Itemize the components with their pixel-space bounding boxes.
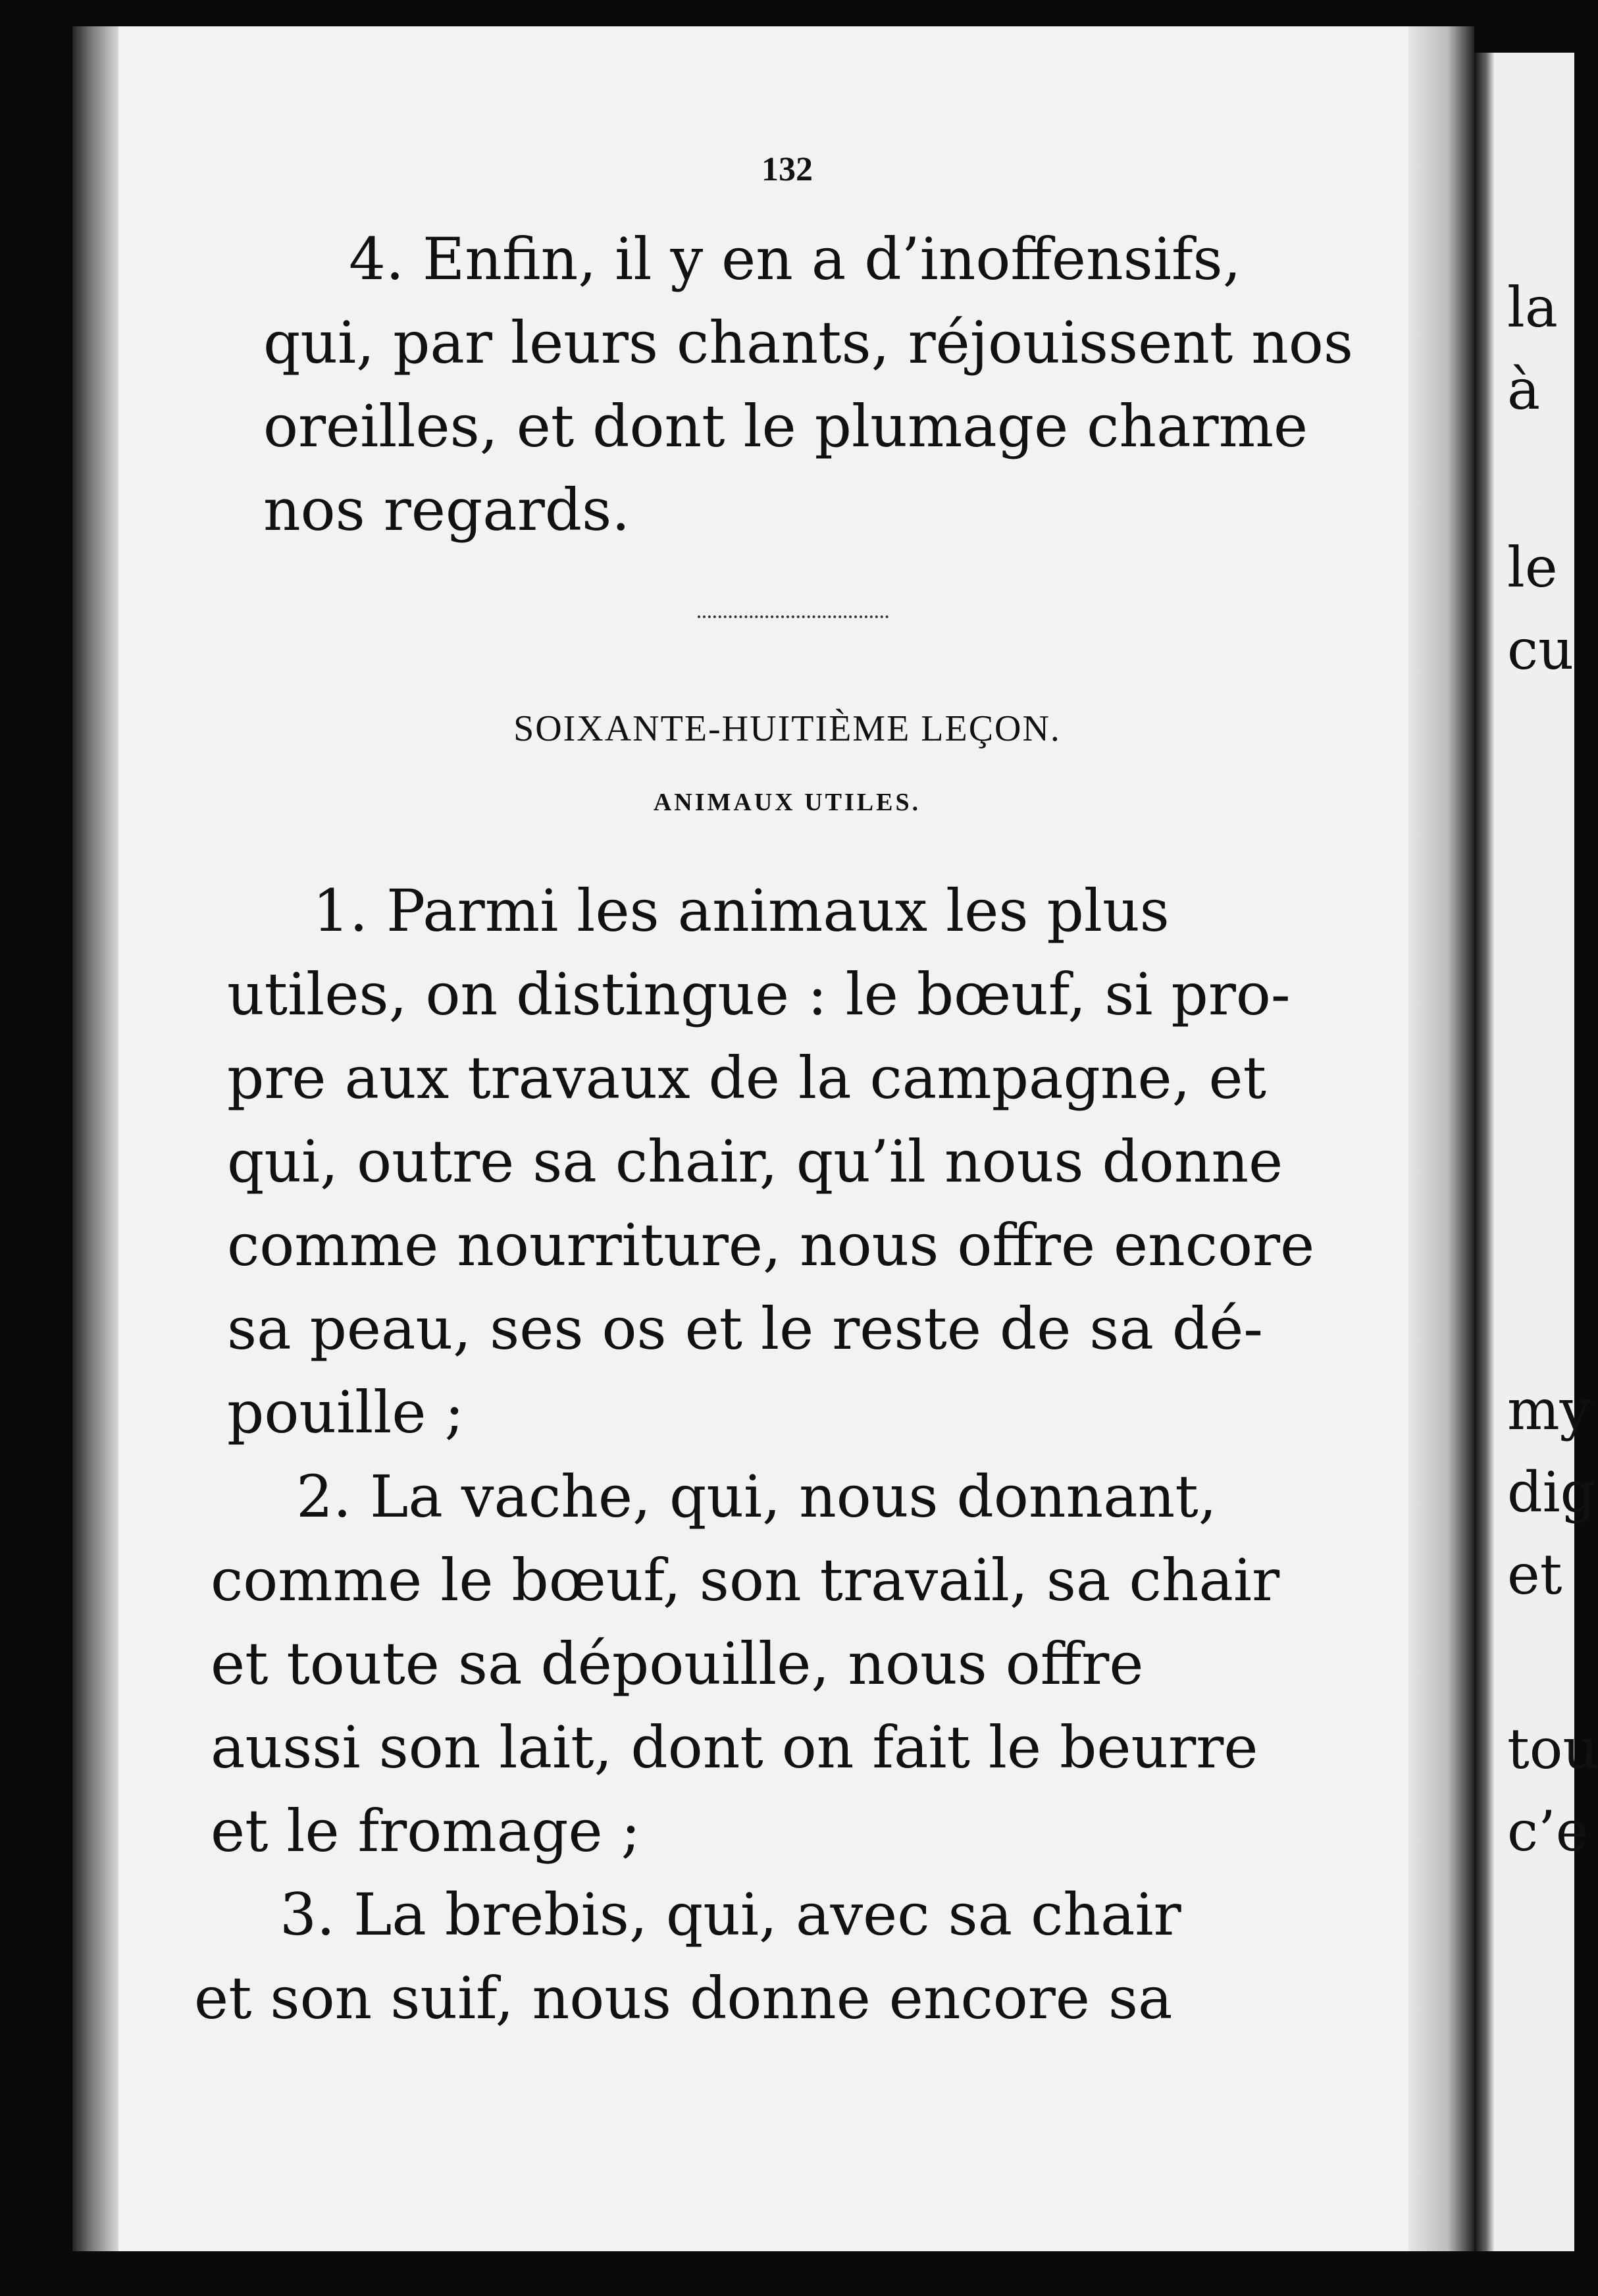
- paragraph-line: oreilles, et dont le plumage charme: [263, 392, 1308, 460]
- paragraph-line: et son suif, nous donne encore sa: [194, 1964, 1173, 2032]
- right-page-gutter: [1474, 53, 1494, 2251]
- paragraph-2: [211, 1455, 1279, 1873]
- adjacent-page-fragment: et: [1507, 1542, 1562, 1607]
- adjacent-page-fragment: dig: [1507, 1460, 1596, 1525]
- lesson-subtitle: ANIMAUX UTILES.: [653, 789, 921, 816]
- paragraph-3: [194, 1873, 1181, 2040]
- paragraph-text: Parmi les animaux les plus: [386, 877, 1170, 945]
- section-divider: [698, 615, 889, 618]
- paragraph-line: aussi son lait, dont on fait le beurre: [211, 1713, 1258, 1781]
- adjacent-page-fragment: le: [1507, 535, 1558, 600]
- paragraph-text: Enfin, il y en a d’inoffensifs,: [422, 225, 1241, 293]
- paragraph-line: [313, 869, 1314, 952]
- adjacent-page-fragment: my: [1507, 1378, 1591, 1442]
- adjacent-page-fragment: à: [1507, 357, 1541, 422]
- paragraph-number: 3.: [280, 1881, 335, 1948]
- paragraph-number: 1.: [313, 877, 368, 945]
- adjacent-page-fragment: cu: [1507, 617, 1574, 682]
- paragraph-number: 2.: [296, 1463, 351, 1530]
- adjacent-page-fragment: tou: [1507, 1717, 1598, 1781]
- paragraph-line: qui, outre sa chair, qu’il nous donne: [227, 1128, 1283, 1195]
- paragraph-number: 4.: [349, 225, 404, 293]
- paragraph-line: [349, 217, 1353, 301]
- spine-shadow: [72, 26, 118, 2251]
- paragraph-line: et toute sa dépouille, nous offre: [211, 1630, 1144, 1698]
- paragraph-1: [227, 869, 1314, 1454]
- paragraph-line: [280, 1873, 1181, 1956]
- paragraph-line: comme nourriture, nous offre encore: [227, 1211, 1315, 1279]
- paragraph-line: utiles, on distingue : le bœuf, si pro-: [227, 960, 1291, 1028]
- paragraph-line: qui, par leurs chants, réjouissent nos: [263, 309, 1354, 377]
- paragraph-line: sa peau, ses os et le reste de sa dé-: [227, 1295, 1264, 1363]
- paragraph-line: comme le bœuf, son travail, sa chair: [211, 1546, 1280, 1614]
- paragraph-text: La vache, qui, nous donnant,: [369, 1463, 1217, 1530]
- page-gutter: [1408, 26, 1474, 2251]
- paragraph-4: [263, 217, 1353, 552]
- adjacent-page-fragment: c’e: [1507, 1799, 1589, 1864]
- paragraph-line: et le fromage ;: [211, 1797, 641, 1865]
- paragraph-line: [296, 1455, 1279, 1538]
- paragraph-line: pouille ;: [227, 1378, 465, 1446]
- paragraph-line: pre aux travaux de la campagne, et: [227, 1044, 1266, 1112]
- paragraph-text: La brebis, qui, avec sa chair: [353, 1881, 1181, 1948]
- lesson-title: SOIXANTE-HUITIÈME LEÇON.: [513, 708, 1061, 749]
- paragraph-line: nos regards.: [263, 476, 631, 544]
- adjacent-page-fragment: la: [1507, 275, 1558, 340]
- page-number: 132: [761, 151, 813, 188]
